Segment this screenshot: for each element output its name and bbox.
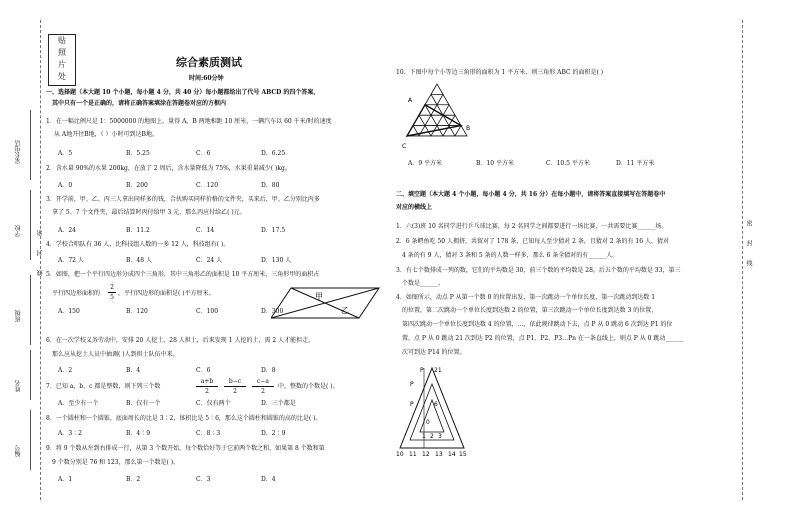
time-limit: 时间:60分钟 — [189, 75, 224, 82]
grid-triangle — [419, 126, 431, 136]
q3-option-b: B．11.2 — [126, 227, 150, 234]
q5-fig-yi: 乙 — [341, 306, 349, 315]
f4-fig-p-mid: P — [410, 381, 414, 388]
q8-option-a: A．3∶2 — [58, 430, 82, 437]
number-line — [30, 410, 31, 470]
f4-fig-bottom-10: 10 — [396, 451, 404, 458]
f4-spiral-triangle-figure — [396, 362, 468, 458]
name-line — [30, 350, 31, 400]
f4-fig-1: 1 — [422, 433, 426, 440]
q2-option-d: D．80 — [261, 182, 280, 189]
q6-option-a: A．2 — [58, 367, 73, 374]
f3-line1: 3．有七个数排成一列的数，它们的平均数是 30，前三个数的平均数是 28，后五个数的平均数是 33，第三 — [396, 267, 681, 274]
section1-heading: 一、选择题（本大题 10 个小题，每小题 4 分，共 40 分）每小题都给出了代号 ABCD 的四个答案， — [46, 89, 320, 96]
q6-option-c: C．6 — [196, 367, 211, 374]
class-label: 班级 — [15, 310, 22, 322]
stamp-char: 处 — [58, 72, 66, 81]
name-label: 姓名 — [15, 380, 22, 392]
f2-line2: 4 条的有 9 人，猜对 3 条和 5 条的人数一样多，那么 6 条全猜对的有______人。 — [402, 252, 619, 259]
f4-fig-bottom-15: 15 — [459, 451, 467, 458]
q4-text: 4．学校合唱队有 36 人，比科技组人数的一多 12 人，科技组有( )。 — [46, 241, 230, 248]
q6-option-b: B．4 — [126, 367, 141, 374]
parent-phone-label: 家长电话 — [15, 140, 22, 164]
q4-option-a: A．72 人 — [58, 257, 84, 264]
stamp-char: 照 — [58, 48, 66, 57]
right-binding-margin — [734, 0, 774, 511]
left-binding-margin — [10, 0, 44, 511]
q8-option-b: B．4∶9 — [126, 430, 151, 437]
q5-fig-jia: 甲 — [315, 292, 323, 301]
f4-fig-bottom-12: 12 — [422, 451, 430, 458]
parent-phone-line — [30, 110, 31, 180]
q3-option-a: A．24 — [58, 227, 76, 234]
grid-triangle — [431, 84, 443, 94]
q7-option-c: C．仅有两个 — [196, 400, 231, 407]
number-label: 编号 — [15, 445, 22, 457]
q2-option-a: A．0 — [58, 182, 73, 189]
q5-line2b: ，平行四边形的面积是( )平方厘米。 — [118, 290, 215, 297]
q3-option-c: C．14 — [196, 227, 215, 234]
f2-line1: 2．6 条鳄鱼吃 50 人拥挤，共留对了 178 条，已知每人至少猜对 2 条，且猜对 2 条的有 16 人，猜对 — [396, 238, 669, 245]
q7-option-a: A．至少有一个 — [58, 400, 99, 407]
q4-option-d: D．130 人 — [261, 257, 292, 264]
section1-heading-2: 其中只有一个是正确的，请将正确答案填涂在答题卷对应的方框内 — [52, 100, 227, 107]
q10-option-a: A．9 平方米 — [408, 160, 443, 167]
q6-line2: 那么应从挖土人员中抽调( )人到担土队伍中来。 — [52, 351, 179, 358]
q1-line2: 从 A地开往B地，（ ）小时可到达B地。 — [54, 131, 158, 138]
q9-line1: 9．将 9 个数从左到右排成一行，从第 3 个数开始，每个数恰好等于它前两个数之和，如果第 8 个数和第 — [46, 445, 325, 452]
right-column — [396, 0, 731, 511]
grid-triangle — [419, 105, 431, 115]
q9-option-d: D．4 — [261, 476, 276, 483]
grid-triangle — [437, 115, 449, 125]
cut-mark-1: 密 — [37, 230, 44, 236]
q7-option-b: B．仅有一个 — [126, 400, 161, 407]
grid-triangle — [425, 94, 437, 104]
right-cut-mark-3: 线 — [745, 260, 752, 266]
q5-option-b: B．120 — [126, 308, 148, 315]
q7-post: 中，整数的个数是( )。 — [278, 383, 339, 390]
left-column — [46, 0, 386, 511]
f4-fig-21: 21 — [434, 367, 442, 374]
q5-parallelogram-figure — [271, 286, 381, 320]
q5-fraction-num: 2 — [110, 284, 114, 291]
f4-fig-0: 0 — [426, 419, 430, 426]
right-cut-mark-1: 密 — [745, 220, 752, 226]
left-cut-line — [40, 20, 41, 500]
stamp-char: 贴 — [58, 36, 66, 45]
q6-line1: 6．在一次学校义务劳动中，安排 20 人挖土，28 人担土，后来发现 1 人挖的土，需 2 人才能担走， — [46, 337, 315, 344]
q2-text: 2．含水量 90%的水果 200kg，在放了 2 周后，含水量降低为 75%，水果重量减少( )kg。 — [46, 165, 291, 172]
q5-line1: 5．如图，把一个平行四边形分成四个三角形，其中三角形乙的面积是 10 平方厘米，三角形甲的面积占 — [46, 271, 320, 278]
q5-option-d: D．300 — [261, 308, 284, 315]
q2-option-b: B．200 — [126, 182, 148, 189]
f4-line1: 4．如图所示，动点 P 从第一个数 0 的位置出发，第一次跳动一个单位长度，第一次跳动到达数 1 — [396, 294, 656, 301]
f4-fig-bottom-13: 13 — [435, 451, 443, 458]
q10-option-d: D．11 平方米 — [616, 160, 655, 167]
section2-heading: 二、填空题（本大题 4 个小题，每小题 4 分，共 16 分）在每小题中，请将答案直接填写在答题卷中 — [396, 191, 666, 198]
q5-option-a: A．150 — [58, 308, 80, 315]
grid-triangle — [443, 105, 455, 115]
q10-label-c: C — [402, 143, 407, 150]
grid-triangle — [413, 115, 425, 125]
f4-fig-p-low: P — [410, 401, 414, 408]
f4-fig-bottom-14: 14 — [448, 451, 456, 458]
q2-option-c: C．120 — [196, 182, 219, 189]
school-label: 学校 — [15, 225, 22, 237]
f1-text: 1．六(3)班 10 名同学进行乒乓球比赛，每 2 名同学之间都要进行一场比赛，一共需要比赛______场。 — [396, 223, 668, 230]
q8-option-d: D．2∶9 — [261, 430, 286, 437]
grid-triangle — [425, 115, 437, 125]
q8-text: 8．一个圆柱和一个圆锥，底面周长的比是 3∶2，体积比是 5∶6，那么这个圆柱和圆锥的高的比是( )。 — [46, 415, 322, 422]
q10-triangle-grid-figure — [402, 80, 472, 150]
q4-option-b: B．48 人 — [126, 257, 152, 264]
f4-fig-6: 6 — [434, 401, 438, 408]
q7-pre: 7．已知 a，b，c 都是整数，则下列三个数 — [46, 383, 161, 390]
school-line — [30, 190, 31, 260]
f4-fig-3: 3 — [438, 433, 442, 440]
f4-line5: 次可到达 P14 的位置。 — [402, 349, 466, 356]
q9-option-c: C．3 — [196, 476, 211, 483]
q3-option-d: D．17.5 — [261, 227, 286, 234]
q1-option-d: D．6.25 — [261, 150, 286, 157]
q9-option-b: B．2 — [126, 476, 141, 483]
f4-fig-bottom-11: 11 — [409, 451, 417, 458]
q10-label-b: B — [466, 125, 471, 132]
q9-option-a: A．1 — [58, 476, 73, 483]
q6-option-d: D．8 — [261, 367, 276, 374]
q4-option-c: C．24 人 — [196, 257, 223, 264]
f4-line2: 的位置，第二次跳动一个单位长度到达数 2 的位置，第三次跳动一个单位长度到达数 3 的位置， — [402, 307, 658, 314]
q10-label-a: A — [408, 97, 413, 104]
q7-frac2-num: b−c — [228, 378, 242, 385]
f4-fig-2: 2 — [430, 433, 434, 440]
cut-mark-2: 封 — [37, 250, 44, 256]
page-title: 综合素质测试 — [176, 56, 242, 69]
cut-mark-3: 线 — [37, 270, 44, 276]
q8-option-c: C．8∶3 — [196, 430, 221, 437]
q7-frac1-den: 2 — [196, 386, 218, 396]
q7-frac1-num: a+b — [200, 378, 214, 385]
q3-line1: 3．开学前，甲、乙、丙三人拿出同样多的钱，合伙购买同样价格的文件夹，买来后，甲、乙分别比丙多 — [46, 196, 320, 203]
q1-option-a: A．5 — [58, 150, 73, 157]
q5-line2a: 平行四边形面积的 — [52, 290, 101, 297]
q7-frac3-den: 2 — [252, 386, 274, 396]
q9-line2: 9 个数分别是 76 和 123，那么第一个数是( )。 — [52, 459, 180, 466]
f4-line3: 第四次跳动一个单位长度到达数 4 的位置，…，依此规律跳动下去，点 P 从 0 跳动 6 次到达 P1 的位 — [402, 321, 673, 328]
q5-option-c: C．100 — [196, 308, 219, 315]
q10-option-c: C．10.5 平方米 — [546, 160, 590, 167]
grid-triangle — [437, 94, 449, 104]
q10-option-b: B．10 平方米 — [476, 160, 514, 167]
f4-line4: 置，点 P 从 0 跳动 21 次到达 P2 的位置，点 P1、P2、P3…Pn 在一条直线上，则点 P 从 0 跳动______ — [402, 335, 684, 342]
f3-line2: 个数是______。 — [402, 280, 445, 287]
class-line — [30, 275, 31, 345]
q7-option-d: D．三个都是 — [261, 400, 296, 407]
q3-line2: 拿了 5、7 个文件夹，最后结算时丙付给甲 3 元，那么丙应付给乙( )元。 — [52, 209, 246, 216]
q1-line1: 1．在一幅比例尺是 1：5000000 的地图上，量得 A、B 两地相距 10 厘米，一辆汽车以 60 千米/时的速度 — [46, 118, 332, 125]
q7-frac2-den: 2 — [224, 386, 246, 396]
q7-frac3-num: c−a — [257, 378, 269, 385]
q1-option-c: C．6 — [196, 150, 211, 157]
f4-fig-p-top: P — [420, 367, 424, 374]
q5-fraction-den: 5 — [108, 292, 116, 302]
right-cut-mark-2: 封 — [745, 240, 752, 246]
section2-heading-2: 对应的横线上 — [396, 204, 433, 211]
q10-text: 10．下图中每个小等边三角形的面积为 1 平方米，则三角形 ABC 的面积是( ) — [396, 69, 604, 76]
q1-option-b: B．5.25 — [126, 150, 150, 157]
stamp-char: 片 — [58, 60, 66, 69]
